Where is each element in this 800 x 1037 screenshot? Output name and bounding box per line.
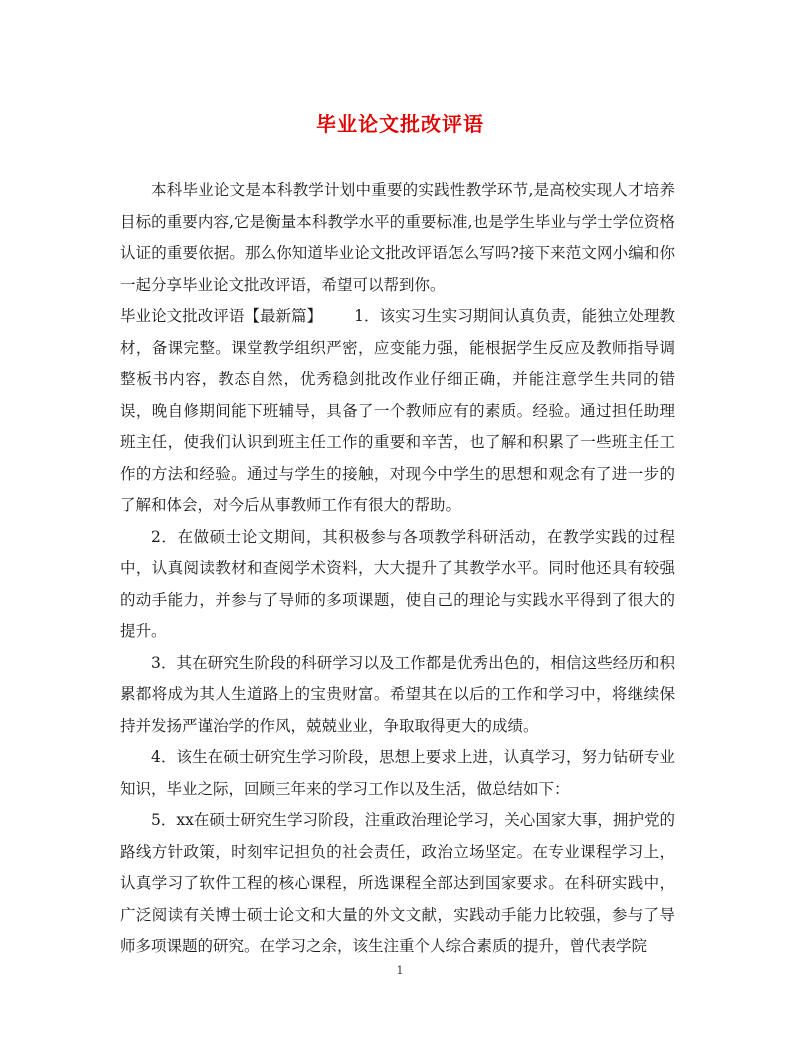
document-body xyxy=(120,175,675,963)
item-5-paragraph: 5．xx在硕士研究生学习阶段，注重政治理论学习，关心国家大事，拥护党的路线方针政策，时刻牢记担负的社会责任，政治立场坚定。在专业课程学习上，认真学习了软件工程的核心课程，所选课程全部达到国家要求。在科研实践中，广泛阅读有关博士硕士论文和大量的外文文献，实践动手能力比较强，参与了导师多项课题的研究。在学习之余，该生注重个人综合素质的提升，曾代表学院 xyxy=(120,811,675,955)
section-paragraph xyxy=(120,301,675,522)
section-heading: 毕业论文批改评语【最新篇】 xyxy=(120,307,323,325)
item-2-paragraph: 2．在做硕士论文期间，其积极参与各项教学科研活动，在教学实践的过程中，认真阅读教材和查阅学术资料，大大提升了其教学水平。同时他还具有较强的动手能力，并参与了导师的多项课题，使自己的理论与实践水平得到了很大的提升。 xyxy=(120,527,675,640)
document-title: 毕业论文批改评语 xyxy=(316,112,484,136)
intro-paragraph: 本科毕业论文是本科教学计划中重要的实践性教学环节,是高校实现人才培养目标的重要内容,它是衡量本科教学水平的重要标准,也是学生毕业与学士学位资格认证的重要依据。那么你知道毕业论文批改评语怎么写吗?接下来范文网小编和你一起分享毕业论文批改评语，希望可以帮到你。 xyxy=(120,181,675,294)
item-3-paragraph: 3．其在研究生阶段的科研学习以及工作都是优秀出色的，相信这些经历和积累都将成为其人生道路上的宝贵财富。希望其在以后的工作和学习中，将继续保持并发扬严谨治学的作风，兢兢业业，争取取得更大的成绩。 xyxy=(120,653,675,735)
page-number: 1 xyxy=(396,964,404,977)
item-1-text: 1．该实习生实习期间认真负责，能独立处理教材，备课完整。课堂教学组织严密，应变能力强，能根据学生反应及教师指导调整板书内容，教态自然，优秀稳剑批改作业仔细正确，并能注意学生共同的错误，晚自修期间能下班辅导，具备了一个教师应有的素质。经验。通过担任助理班主任，使我们认识到班主任工作的重要和辛苦，也了解和积累了一些班主任工作的方法和经验。通过与学生的接触，对现今中学生的思想和观念有了进一步的了解和体会，对今后从事教师工作有很大的帮助。 xyxy=(120,307,675,514)
item-4-paragraph: 4．该生在硕士研究生学习阶段，思想上要求上进，认真学习，努力钻研专业知识，毕业之际，回顾三年来的学习工作以及生活，做总结如下： xyxy=(120,748,675,798)
